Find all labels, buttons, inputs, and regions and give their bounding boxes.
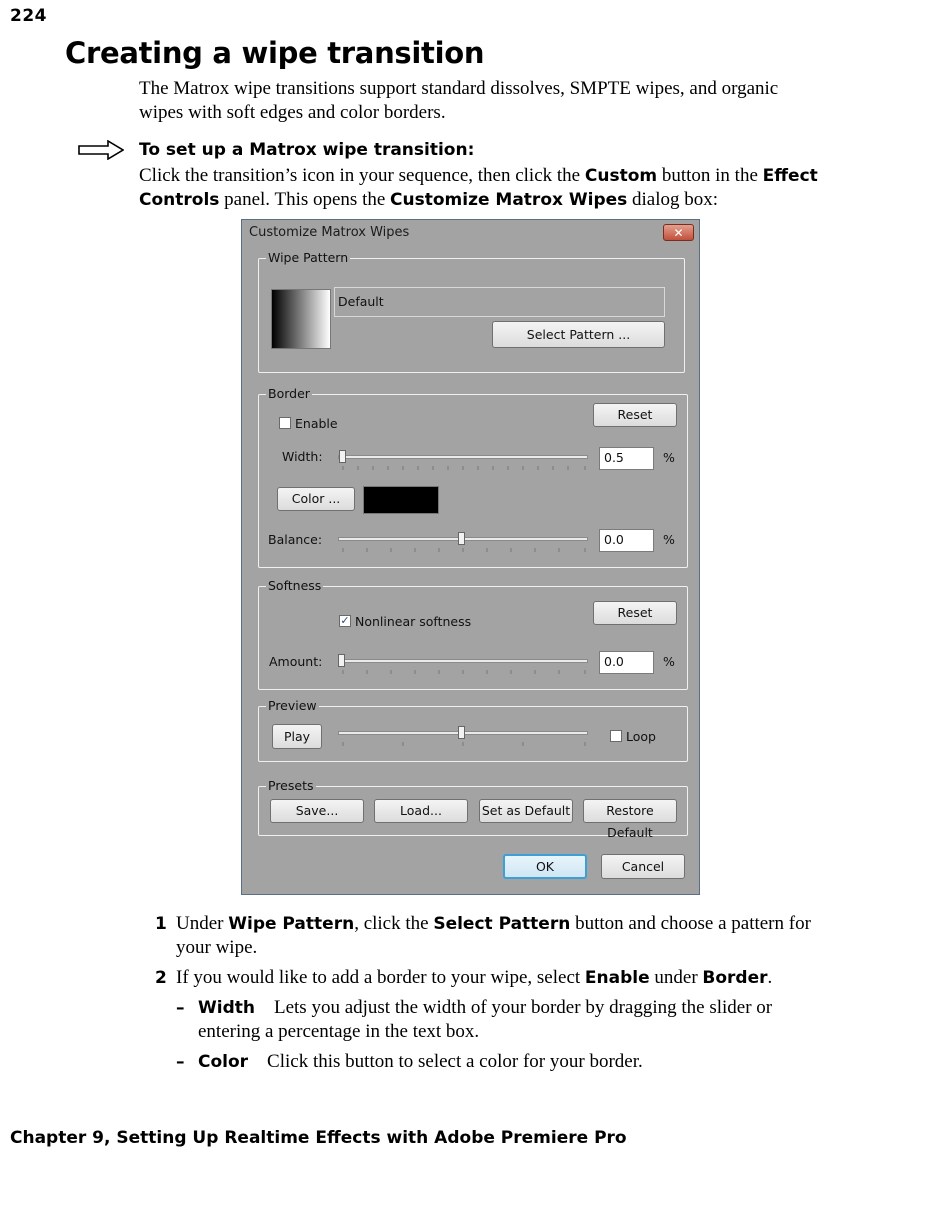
checkmark-icon: ✓	[340, 614, 350, 627]
presets-group-label: Presets	[268, 778, 314, 793]
step-item	[155, 966, 815, 990]
step-text: .	[767, 967, 773, 988]
loop-checkbox[interactable]	[610, 730, 622, 742]
amount-label: Amount:	[269, 654, 323, 669]
step-bold: Border	[702, 968, 768, 988]
sub-item-term: Color	[198, 1052, 249, 1072]
intro-paragraph: The Matrox wipe transitions support standard dissolves, SMPTE wipes, and organic wipes with soft edges and color borders.	[139, 78, 779, 123]
border-width-slider[interactable]	[338, 455, 588, 459]
sub-item-text: Click this button to select a color for your border.	[267, 1051, 643, 1072]
border-color-button[interactable]: Color ...	[277, 487, 355, 511]
page-number: 224	[10, 6, 47, 26]
procedure-body	[139, 164, 819, 212]
amount-input[interactable]: 0.0	[599, 651, 654, 674]
sub-item-dash: –	[176, 1052, 185, 1072]
procedure-text: panel. This opens the	[219, 189, 391, 210]
preview-group-label: Preview	[268, 698, 317, 713]
wipe-pattern-group-label: Wipe Pattern	[268, 250, 349, 265]
step-number: 2	[155, 968, 167, 988]
nonlinear-softness-checkbox[interactable]	[339, 615, 351, 627]
procedure-text: dialog box:	[627, 189, 719, 210]
procedure-text: Click the transition’s icon in your sequence, then click the	[139, 165, 585, 186]
border-width-percent-label: %	[663, 450, 675, 465]
border-width-input[interactable]: 0.5	[599, 447, 654, 470]
step-text: Under	[176, 913, 229, 934]
amount-slider[interactable]	[338, 659, 588, 663]
close-button[interactable]	[663, 224, 694, 241]
procedure-text: button in the	[657, 165, 763, 186]
step-text: under	[649, 967, 703, 988]
balance-slider-ticks	[342, 548, 587, 553]
sub-item-text: Lets you adjust the width of your border by dragging the slider or entering a percentage in the text box.	[198, 997, 773, 1042]
balance-input[interactable]: 0.0	[599, 529, 654, 552]
section-heading: Creating a wipe transition	[65, 36, 485, 70]
border-group-label: Border	[268, 386, 310, 401]
set-as-default-button[interactable]: Set as Default	[479, 799, 573, 823]
sub-item-term: Width	[198, 998, 255, 1018]
procedure-bold-effect-controls: Effect Controls	[139, 166, 818, 210]
ok-button[interactable]: OK	[503, 854, 587, 879]
border-color-swatch[interactable]	[363, 486, 439, 514]
width-label: Width:	[282, 449, 323, 464]
step-item	[155, 912, 815, 960]
customize-matrox-wipes-dialog	[241, 219, 700, 895]
chapter-footer: Chapter 9, Setting Up Realtime Effects with Adobe Premiere Pro	[10, 1128, 627, 1148]
step-bold: Wipe Pattern	[228, 914, 355, 934]
pattern-thumbnail	[271, 289, 331, 349]
steps-list	[155, 912, 815, 1080]
enable-border-label: Enable	[295, 416, 338, 431]
softness-reset-button[interactable]: Reset	[593, 601, 677, 625]
close-icon: ✕	[673, 226, 684, 240]
nonlinear-softness-label: Nonlinear softness	[355, 614, 472, 629]
amount-slider-ticks	[342, 670, 587, 675]
dialog-title: Customize Matrox Wipes	[249, 225, 410, 240]
sub-item-dash: –	[176, 998, 185, 1018]
pattern-name-field: Default	[334, 287, 665, 317]
sub-item	[155, 1050, 815, 1074]
border-reset-button[interactable]: Reset	[593, 403, 677, 427]
step-bold: Enable	[584, 968, 650, 988]
softness-group-label: Softness	[268, 578, 322, 593]
enable-border-checkbox[interactable]	[279, 417, 291, 429]
amount-percent-label: %	[663, 654, 675, 669]
preview-slider-ticks	[342, 742, 587, 747]
step-number: 1	[155, 914, 167, 934]
balance-percent-label: %	[663, 532, 675, 547]
loop-label: Loop	[626, 729, 656, 744]
select-pattern-button[interactable]: Select Pattern ...	[492, 321, 665, 348]
procedure-title: To set up a Matrox wipe transition:	[139, 140, 475, 160]
amount-slider-thumb[interactable]	[338, 654, 345, 667]
border-width-slider-thumb[interactable]	[339, 450, 346, 463]
preset-load-button[interactable]: Load...	[374, 799, 468, 823]
cancel-button[interactable]: Cancel	[601, 854, 685, 879]
balance-slider-thumb[interactable]	[458, 532, 465, 545]
step-text: , click the	[354, 913, 434, 934]
procedure-arrow-icon	[78, 140, 124, 160]
step-text: If you would like to add a border to your wipe, select	[176, 967, 585, 988]
procedure-bold-dialog-name: Customize Matrox Wipes	[390, 190, 628, 210]
play-button[interactable]: Play	[272, 724, 322, 749]
balance-label: Balance:	[268, 532, 323, 547]
restore-default-button[interactable]: Restore Default	[583, 799, 677, 823]
preset-save-button[interactable]: Save...	[270, 799, 364, 823]
border-width-slider-ticks	[342, 466, 587, 471]
preview-slider-thumb[interactable]	[458, 726, 465, 739]
procedure-bold-custom: Custom	[584, 166, 658, 186]
step-text: button and choose a pattern for your wipe.	[176, 913, 811, 958]
step-bold: Select Pattern	[433, 914, 571, 934]
sub-item	[155, 996, 815, 1044]
